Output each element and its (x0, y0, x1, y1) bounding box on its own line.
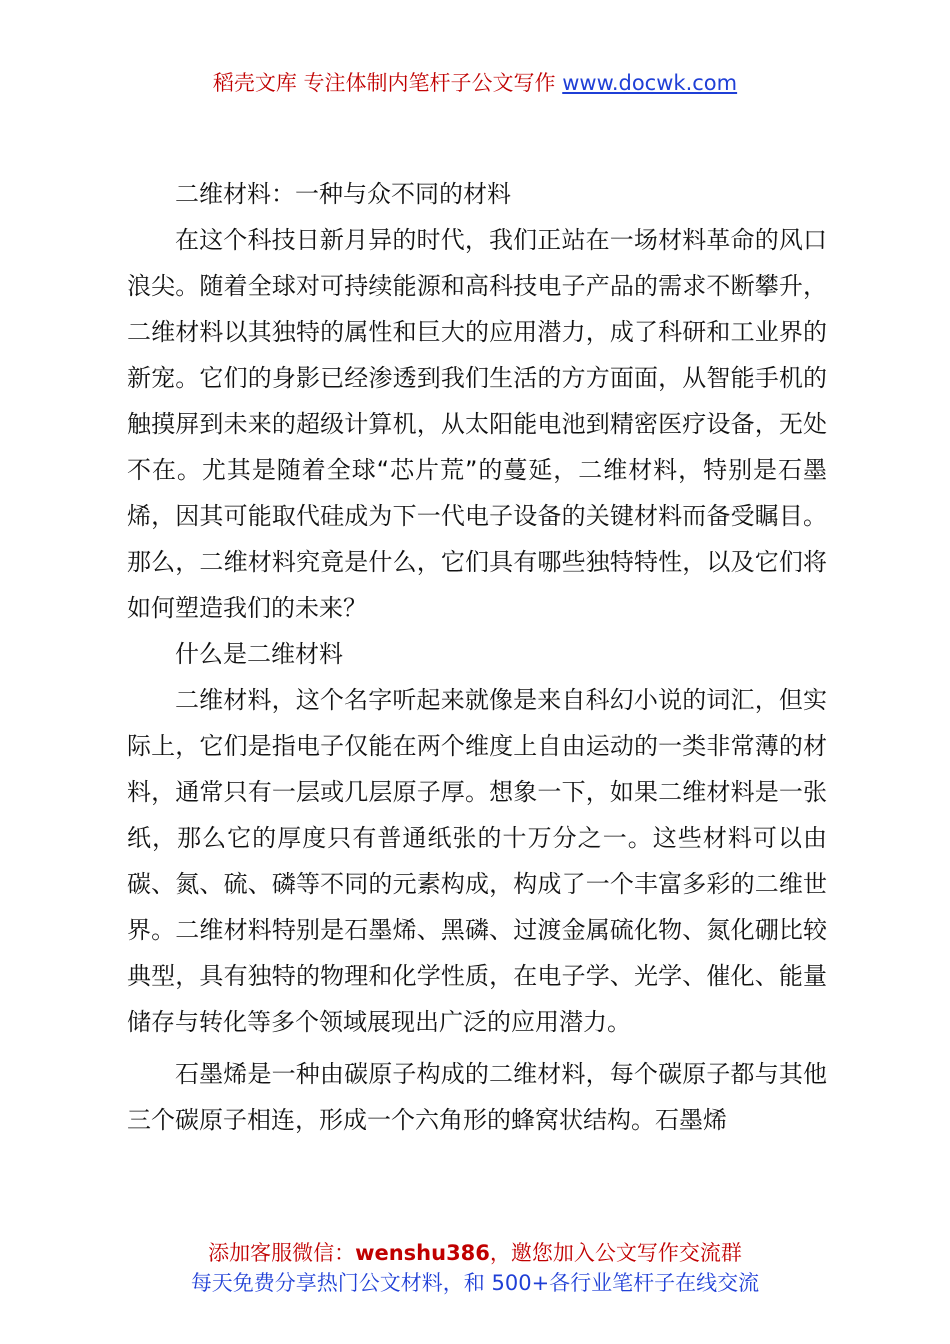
footer-contact-prefix: 添加客服微信： (208, 1241, 356, 1265)
document-body (127, 171, 827, 1143)
wechat-id: wenshu386 (355, 1241, 490, 1265)
site-link[interactable]: www.docwk.com (562, 71, 738, 95)
paragraph-definition: 二维材料，这个名字听起来就像是来自科幻小说的词汇，但实际上，它们是指电子仅能在两个维度上自由运动的一类非常薄的材料，通常只有一层或几层原子厚。想象一下，如果二维材料是一张纸，那么它的厚度只有普通纸张的十万分之一。这些材料可以由碳、氮、硫、磷等不同的元素构成，构成了一个丰富多彩的二维世界。二维材料特别是石墨烯、黑磷、过渡金属硫化物、氮化硼比较典型，具有独特的物理和化学性质，在电子学、光学、催化、能量储存与转化等多个领域展现出广泛的应用潜力。 (127, 686, 827, 1036)
article-title: 二维材料：一种与众不同的材料 (175, 180, 511, 208)
paragraph-graphene: 石墨烯是一种由碳原子构成的二维材料，每个碳原子都与其他三个碳原子相连，形成一个六角形的蜂窝状结构。石墨烯 (127, 1060, 827, 1134)
section-heading: 什么是二维材料 (175, 640, 343, 668)
page-footer (0, 1238, 950, 1298)
footer-contact-suffix: ，邀您加入公文写作交流群 (489, 1241, 742, 1265)
brand-text: 稻壳文库 专注体制内笔杆子公文写作 (212, 71, 563, 95)
footer-contact-line (0, 1238, 950, 1268)
paragraph-intro: 在这个科技日新月异的时代，我们正站在一场材料革命的风口浪尖。随着全球对可持续能源和高科技电子产品的需求不断攀升，二维材料以其独特的属性和巨大的应用潜力，成了科研和工业界的新宠。它们的身影已经渗透到我们生活的方方面面，从智能手机的触摸屏到未来的超级计算机，从太阳能电池到精密医疗设备，无处不在。尤其是随着全球“芯片荒”的蔓延，二维材料，特别是石墨烯，因其可能取代硅成为下一代电子设备的关键材料而备受瞩目。那么，二维材料究竟是什么，它们具有哪些独特特性，以及它们将如何塑造我们的未来？ (127, 226, 827, 622)
footer-share-line: 每天免费分享热门公文材料，和 500+各行业笔杆子在线交流 (190, 1271, 760, 1295)
page-header (0, 68, 950, 98)
